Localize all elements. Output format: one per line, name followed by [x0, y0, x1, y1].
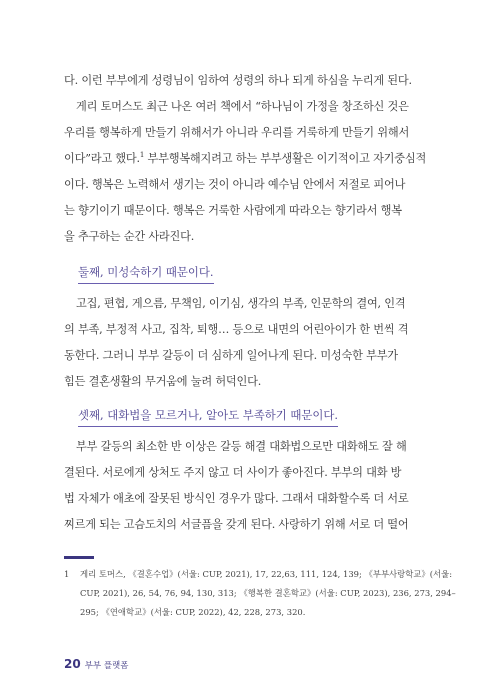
- text-line: 을 추구하는 순간 사라진다.: [64, 230, 195, 243]
- text-line-content: 고집, 편협, 게으름, 무책임, 이기심, 생각의 부족, 인문학의 결여, 인격: [76, 297, 406, 310]
- text-line: 의 부족, 부정적 사고, 집착, 퇴행… 등으로 내면의 어린아이가 한 번씩 격: [64, 323, 409, 336]
- text-line: 이다. 행복은 노력해서 생기는 것이 아니라 예수님 안에서 저절로 피어나: [64, 178, 406, 191]
- footnote-number: 1: [64, 569, 70, 579]
- text-line: 찌르게 되는 고슴도치의 서글픔을 갖게 된다. 사랑하기 위해 서로 더 떨어: [64, 518, 409, 531]
- text-line-content: 부부 갈등의 최소한 반 이상은 갈등 해결 대화법으로만 대화해도 잘 해: [76, 440, 407, 453]
- footnote-line: 게리 토머스, 《결혼수업》(서울: CUP, 2021), 17, 22,63, 111, 124, 139; 《부부사랑학교》(서울:: [80, 569, 453, 579]
- section-heading-2: 둘째, 미성숙하기 때문이다.: [78, 262, 214, 284]
- page-number: 20: [64, 657, 81, 671]
- text-line: 우리를 행복하게 만들기 위해서가 아니라 우리를 거룩하게 만들기 위해서: [64, 126, 410, 139]
- footnote-text: [80, 565, 456, 622]
- text-line-content: 게리 토머스도 최근 나온 여러 책에서 “하나님이 가정을 창조하신 것은: [76, 100, 409, 113]
- footnote-line: CUP, 2021), 26, 54, 76, 94, 130, 313; 《행복한 결혼학교》(서울: CUP, 2023), 236, 273, 294–: [80, 588, 456, 598]
- text-line: [64, 146, 440, 172]
- text-line: 는 향기이기 때문이다. 행복은 거룩한 사람에게 따라오는 향기라서 행복: [64, 204, 402, 217]
- text-line-content: 부부행복해지려고 하는 부부생활은 이기적이고 자기중심적: [144, 152, 427, 165]
- text-line: 결된다. 서로에게 상처도 주지 않고 더 사이가 좋아진다. 부부의 대화 방: [64, 466, 402, 479]
- footnote-line: 295; 《연애학교》(서울: CUP, 2022), 42, 228, 273, 320.: [80, 607, 306, 617]
- text-line: 동한다. 그러니 부부 갈등이 더 심하게 일어나게 된다. 미성숙한 부부가: [64, 349, 398, 362]
- text-line: [64, 291, 440, 317]
- body-paragraph-1: [64, 68, 440, 250]
- text-line: [64, 94, 440, 120]
- page-folio: [64, 653, 128, 672]
- body-paragraph-2: [64, 291, 440, 395]
- footnote-divider: [64, 556, 94, 559]
- text-line: 다. 이런 부부에게 성령님이 임하여 성령의 하나 되게 하심을 누리게 된다.: [64, 74, 412, 87]
- footnote-marker[interactable]: 1: [139, 151, 145, 159]
- text-line: 법 자체가 애초에 잘못된 방식인 경우가 많다. 그래서 대화할수록 더 서로: [64, 492, 409, 505]
- text-line: [64, 434, 440, 460]
- book-title: 부부 플랫폼: [84, 661, 129, 671]
- text-line: 힘든 결혼생활의 무거움에 눌려 허덕인다.: [64, 375, 262, 388]
- section-heading-3: 셋째, 대화법을 모르거나, 알아도 부족하기 때문이다.: [78, 405, 338, 427]
- text-line-content: 이다”라고 했다.: [64, 152, 140, 165]
- body-paragraph-3: [64, 434, 440, 538]
